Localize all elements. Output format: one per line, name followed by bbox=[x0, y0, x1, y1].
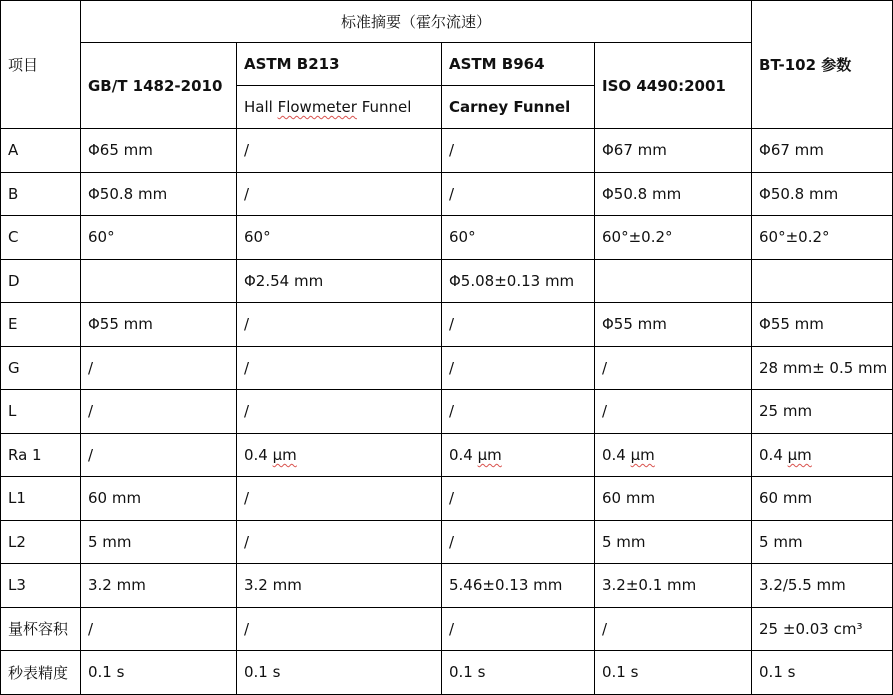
table-row bbox=[1, 433, 893, 477]
cell-b964: 60° bbox=[442, 216, 595, 260]
cell-b964: / bbox=[442, 129, 595, 173]
cell-gb: Φ55 mm bbox=[81, 303, 237, 347]
cell-b213: / bbox=[237, 607, 442, 651]
cell-gb: / bbox=[81, 346, 237, 390]
header-iso: ISO 4490:2001 bbox=[595, 43, 752, 129]
cell-bt: 25 ±0.03 cm³ bbox=[752, 607, 893, 651]
cell-item: L1 bbox=[1, 477, 81, 521]
table-row bbox=[1, 564, 893, 608]
cell-b964: 0.4 μm bbox=[442, 433, 595, 477]
table-row bbox=[1, 303, 893, 347]
cell-b213: / bbox=[237, 477, 442, 521]
cell-iso: Φ55 mm bbox=[595, 303, 752, 347]
table-row bbox=[1, 216, 893, 260]
cell-bt: 28 mm± 0.5 mm bbox=[752, 346, 893, 390]
cell-bt bbox=[752, 259, 893, 303]
cell-iso: Φ67 mm bbox=[595, 129, 752, 173]
cell-bt: 25 mm bbox=[752, 390, 893, 434]
cell-iso: 60 mm bbox=[595, 477, 752, 521]
header-bt102: BT-102 参数 bbox=[752, 1, 893, 129]
cell-bt: 60°±0.2° bbox=[752, 216, 893, 260]
cell-bt: 0.1 s bbox=[752, 651, 893, 695]
cell-iso: Φ50.8 mm bbox=[595, 172, 752, 216]
table-row bbox=[1, 477, 893, 521]
cell-iso: 0.1 s bbox=[595, 651, 752, 695]
cell-b964: / bbox=[442, 607, 595, 651]
cell-b213: 0.4 μm bbox=[237, 433, 442, 477]
cell-item: 秒表精度 bbox=[1, 651, 81, 695]
cell-item: L3 bbox=[1, 564, 81, 608]
cell-item: L2 bbox=[1, 520, 81, 564]
cell-b964: Φ5.08±0.13 mm bbox=[442, 259, 595, 303]
cell-item: 量杯容积 bbox=[1, 607, 81, 651]
cell-b213: / bbox=[237, 172, 442, 216]
table-row bbox=[1, 607, 893, 651]
cell-iso: 3.2±0.1 mm bbox=[595, 564, 752, 608]
cell-item: L bbox=[1, 390, 81, 434]
table-row bbox=[1, 390, 893, 434]
cell-b964: / bbox=[442, 303, 595, 347]
cell-b213: / bbox=[237, 346, 442, 390]
cell-item: D bbox=[1, 259, 81, 303]
cell-gb: 3.2 mm bbox=[81, 564, 237, 608]
header-astm-b964: ASTM B964 bbox=[442, 43, 595, 86]
cell-gb: / bbox=[81, 433, 237, 477]
cell-b964: / bbox=[442, 477, 595, 521]
cell-b964: 5.46±0.13 mm bbox=[442, 564, 595, 608]
cell-item: Ra 1 bbox=[1, 433, 81, 477]
header-astm-b964-sub: Carney Funnel bbox=[442, 86, 595, 129]
cell-iso: 60°±0.2° bbox=[595, 216, 752, 260]
cell-b964: / bbox=[442, 346, 595, 390]
table-row bbox=[1, 129, 893, 173]
cell-gb: 60° bbox=[81, 216, 237, 260]
header-gb: GB/T 1482-2010 bbox=[81, 43, 237, 129]
cell-gb bbox=[81, 259, 237, 303]
cell-iso: / bbox=[595, 607, 752, 651]
cell-b213: / bbox=[237, 520, 442, 564]
cell-bt: 60 mm bbox=[752, 477, 893, 521]
cell-item: E bbox=[1, 303, 81, 347]
cell-item: B bbox=[1, 172, 81, 216]
cell-gb: 5 mm bbox=[81, 520, 237, 564]
cell-b213: Φ2.54 mm bbox=[237, 259, 442, 303]
cell-item: A bbox=[1, 129, 81, 173]
cell-iso: 0.4 μm bbox=[595, 433, 752, 477]
header-summary-title: 标准摘要（霍尔流速） bbox=[81, 1, 752, 43]
cell-b964: / bbox=[442, 520, 595, 564]
cell-bt: 3.2/5.5 mm bbox=[752, 564, 893, 608]
cell-b964: / bbox=[442, 172, 595, 216]
cell-gb: 60 mm bbox=[81, 477, 237, 521]
cell-gb: 0.1 s bbox=[81, 651, 237, 695]
cell-gb: / bbox=[81, 390, 237, 434]
cell-b213: 60° bbox=[237, 216, 442, 260]
cell-bt: Φ55 mm bbox=[752, 303, 893, 347]
header-astm-b213: ASTM B213 bbox=[237, 43, 442, 86]
header-item: 项目 bbox=[1, 1, 81, 129]
cell-gb: Φ50.8 mm bbox=[81, 172, 237, 216]
cell-b964: / bbox=[442, 390, 595, 434]
table-row bbox=[1, 651, 893, 695]
cell-item: C bbox=[1, 216, 81, 260]
table-row bbox=[1, 520, 893, 564]
header-astm-b213-sub: Hall Flowmeter Funnel bbox=[237, 86, 442, 129]
header-row-1 bbox=[1, 1, 893, 43]
cell-b213: / bbox=[237, 129, 442, 173]
cell-iso: / bbox=[595, 390, 752, 434]
cell-bt: 0.4 μm bbox=[752, 433, 893, 477]
cell-bt: Φ67 mm bbox=[752, 129, 893, 173]
cell-item: G bbox=[1, 346, 81, 390]
cell-iso bbox=[595, 259, 752, 303]
cell-b213: 0.1 s bbox=[237, 651, 442, 695]
table-row bbox=[1, 172, 893, 216]
cell-b213: / bbox=[237, 390, 442, 434]
cell-bt: 5 mm bbox=[752, 520, 893, 564]
table-row bbox=[1, 259, 893, 303]
cell-bt: Φ50.8 mm bbox=[752, 172, 893, 216]
cell-iso: 5 mm bbox=[595, 520, 752, 564]
cell-b964: 0.1 s bbox=[442, 651, 595, 695]
cell-b213: / bbox=[237, 303, 442, 347]
cell-gb: Φ65 mm bbox=[81, 129, 237, 173]
cell-gb: / bbox=[81, 607, 237, 651]
cell-b213: 3.2 mm bbox=[237, 564, 442, 608]
cell-iso: / bbox=[595, 346, 752, 390]
table-row bbox=[1, 346, 893, 390]
